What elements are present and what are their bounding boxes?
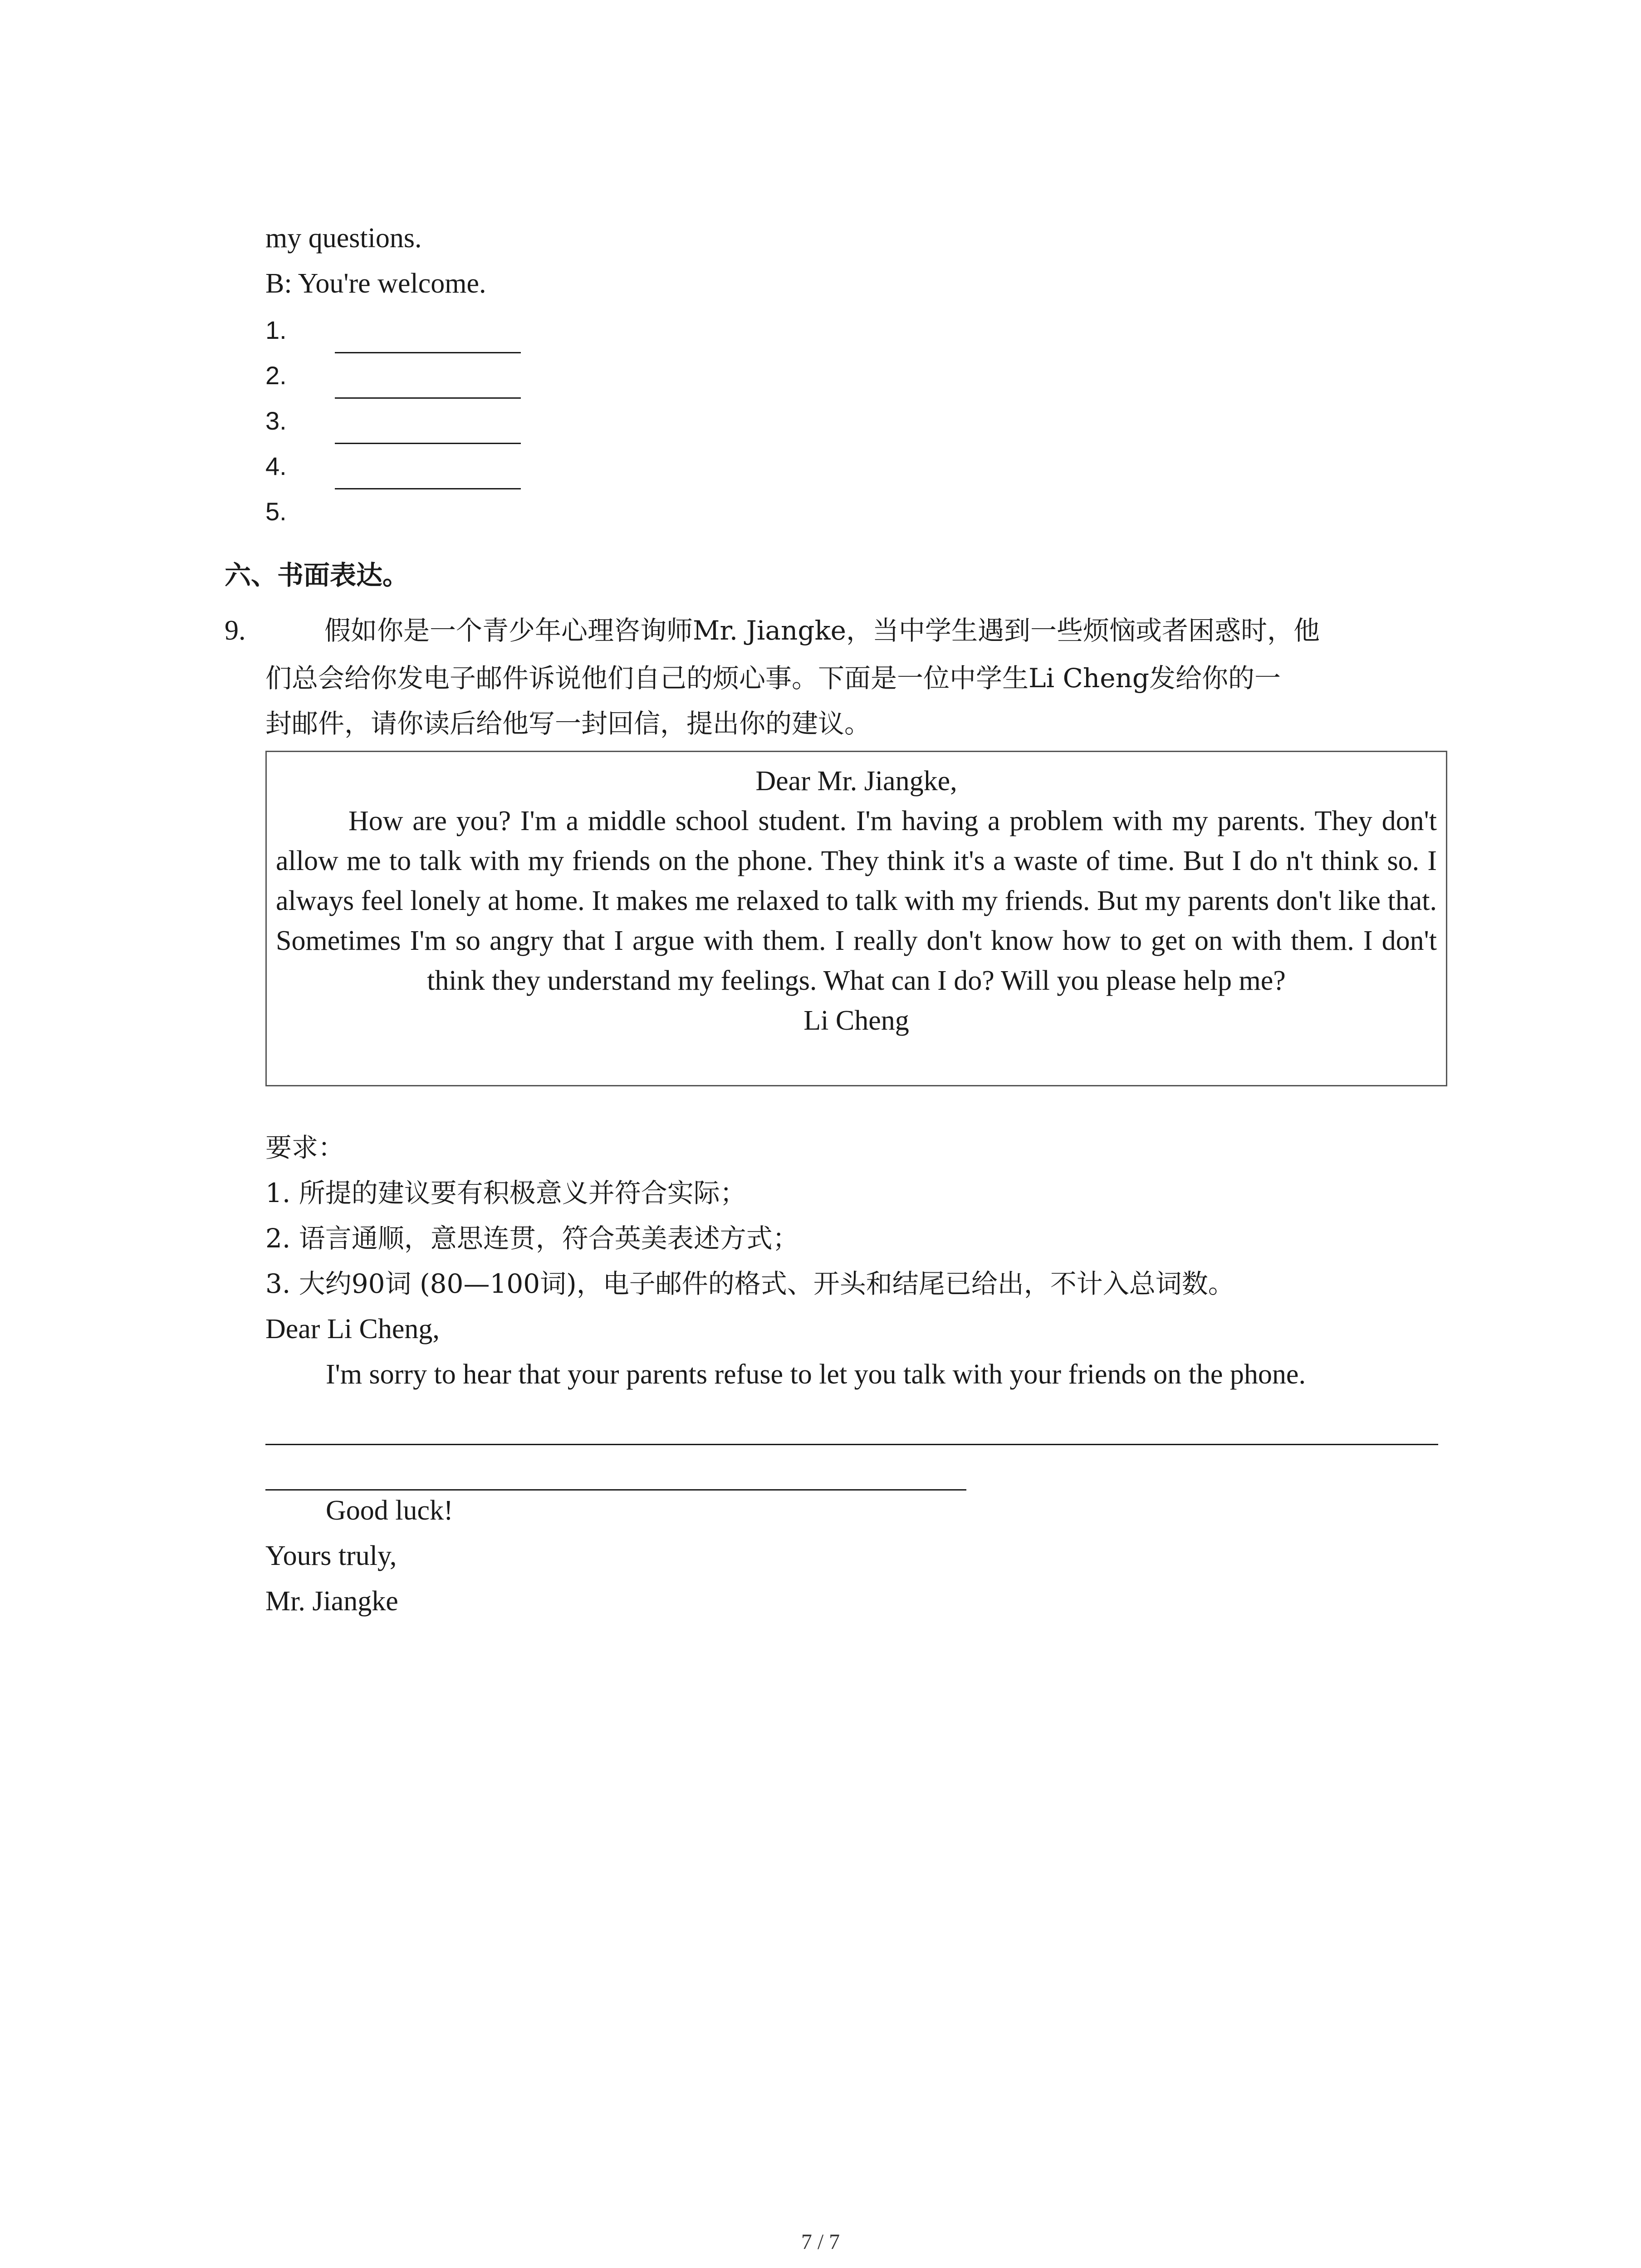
letter-body: How are you? I'm a middle school student. I'm having a problem with my parents. They don't allow me to talk with my friends on the phone. They think it's a waste of time. But I do n't think so. I always feel lonely at home. It makes me relaxed to talk with my friends. But my parents don't like that. Sometimes I'm so angry that I argue with them. I really don't know how to get on with them. I don't think they understand my feelings. What can I do? Will you please help me?: [276, 806, 1437, 996]
dialogue-line: B: You're welcome.: [265, 268, 486, 299]
section-heading: 六、书面表达。: [225, 560, 409, 591]
answer-number: 3.: [265, 406, 287, 435]
reply-greeting: Dear Li Cheng,: [265, 1314, 440, 1344]
letter-greeting: Dear Mr. Jiangke,: [755, 766, 957, 797]
page-number: 7 / 7: [801, 2230, 840, 2254]
requirement-item: 2. 语言通顺，意思连贯，符合英美表述方式；: [265, 1223, 799, 1254]
question-number: 9.: [225, 615, 246, 646]
answer-blank-3[interactable]: [335, 443, 521, 444]
requirements-title: 要求：: [265, 1132, 345, 1163]
answer-number: 5.: [265, 497, 287, 526]
answer-number: 4.: [265, 452, 287, 480]
answer-blank-1[interactable]: [335, 352, 521, 353]
reply-signoff: Yours truly,: [265, 1540, 397, 1571]
answer-number: 2.: [265, 361, 287, 390]
reply-opening: I'm sorry to hear that your parents refuse to let you talk with your friends on the phone.: [326, 1359, 1306, 1390]
dialogue-line: my questions.: [265, 223, 422, 254]
writing-line-1[interactable]: [265, 1444, 1438, 1445]
reply-closing: Good luck!: [326, 1495, 453, 1526]
letter-box: [265, 751, 1447, 1086]
requirement-item: 1. 所提的建议要有积极意义并符合实际；: [265, 1178, 746, 1208]
writing-line-2[interactable]: [265, 1489, 966, 1491]
answer-blank-2[interactable]: [335, 397, 521, 399]
requirement-item: 3. 大约90词 (80—100词)，电子邮件的格式、开头和结尾已给出，不计入总词数。: [265, 1268, 1234, 1299]
reply-name: Mr. Jiangke: [265, 1586, 398, 1617]
question-text-line: 假如你是一个青少年心理咨询师Mr. Jiangke，当中学生遇到一些烦恼或者困惑时，他: [324, 615, 1320, 646]
answer-blank-4[interactable]: [335, 488, 521, 489]
letter-signature: Li Cheng: [803, 1005, 909, 1036]
answer-number: 1.: [265, 316, 287, 344]
question-text-line: 们总会给你发电子邮件诉说他们自己的烦心事。下面是一位中学生Li Cheng发给你的一: [265, 663, 1281, 694]
question-text-line: 封邮件，请你读后给他写一封回信，提出你的建议。: [265, 708, 871, 739]
